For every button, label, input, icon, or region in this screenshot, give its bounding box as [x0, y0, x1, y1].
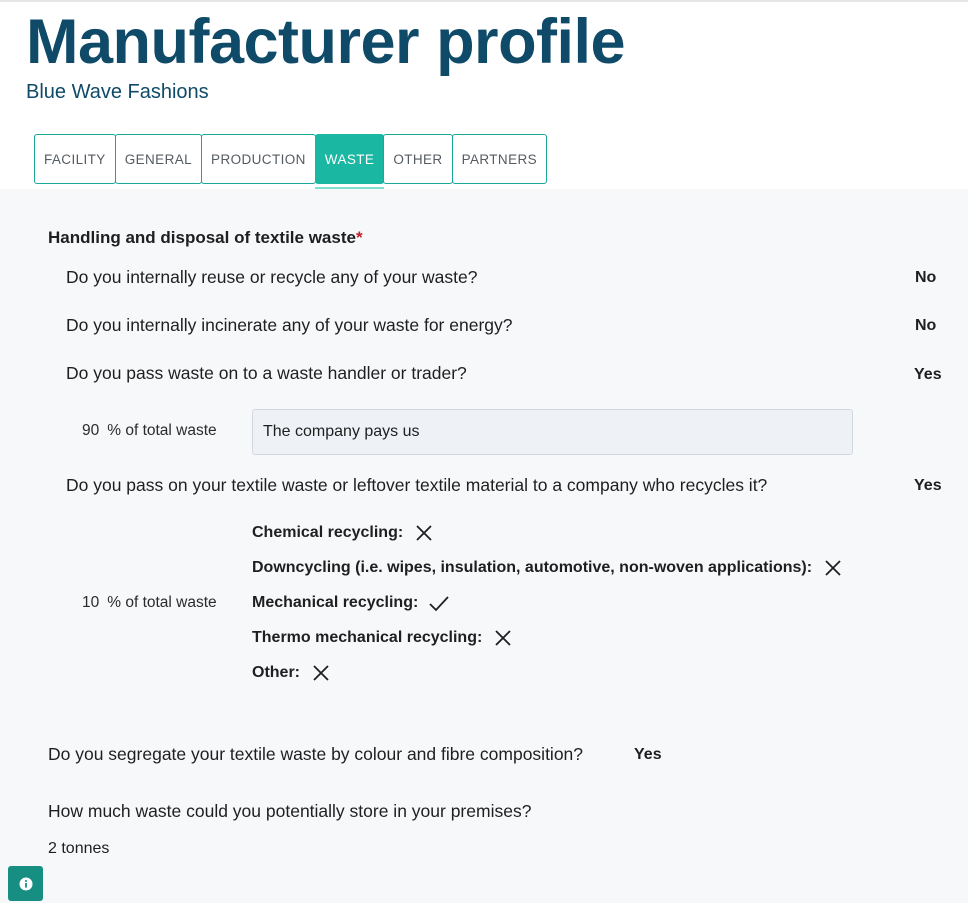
tab-production[interactable]: PRODUCTION	[201, 134, 316, 184]
question-incinerate: Do you internally incinerate any of your waste for energy?	[66, 315, 513, 335]
section-title	[48, 228, 363, 248]
required-marker: *	[355, 228, 363, 247]
handler-percent-value: 90	[82, 422, 100, 439]
option-label: Chemical recycling:	[252, 524, 404, 541]
tab-partners[interactable]: PARTNERS	[452, 134, 547, 184]
tab-waste[interactable]: WASTE	[315, 134, 385, 184]
waste-panel	[0, 189, 968, 903]
option-other	[252, 662, 332, 684]
handler-percent	[82, 422, 217, 440]
handler-percent-label: % of total waste	[107, 422, 217, 439]
recycler-percent	[82, 594, 217, 612]
answer-reuse: No	[915, 269, 937, 286]
manufacturer-name: Blue Wave Fashions	[26, 81, 209, 103]
info-icon	[19, 877, 33, 891]
answer-storage: 2 tonnes	[48, 840, 110, 857]
cross-icon	[310, 662, 332, 684]
page-title: Manufacturer profile	[26, 7, 626, 77]
answer-waste-handler: Yes	[914, 366, 942, 383]
cross-icon	[822, 557, 844, 579]
option-label: Thermo mechanical recycling:	[252, 629, 483, 646]
tab-bar	[34, 134, 546, 184]
handler-payment-field	[252, 409, 853, 455]
handler-payment-value: The company pays us	[263, 423, 420, 440]
top-border	[0, 0, 968, 2]
option-label: Other:	[252, 664, 300, 681]
question-recycler: Do you pass on your textile waste or leftover textile material to a company who recycles it?	[66, 475, 768, 495]
recycler-percent-value: 10	[82, 594, 100, 611]
tab-other[interactable]: OTHER	[383, 134, 452, 184]
answer-incinerate: No	[915, 317, 937, 334]
tab-facility[interactable]: FACILITY	[34, 134, 116, 184]
option-label: Mechanical recycling:	[252, 594, 419, 611]
question-segregate: Do you segregate your textile waste by colour and fibre composition?	[48, 744, 584, 764]
answer-recycler: Yes	[914, 477, 942, 494]
question-storage: How much waste could you potentially store in your premises?	[48, 801, 532, 821]
option-label: Downcycling (i.e. wipes, insulation, automotive, non-woven applications):	[252, 559, 813, 576]
option-chemical-recycling	[252, 522, 435, 544]
option-thermo-mechanical-recycling	[252, 627, 514, 649]
recycler-percent-label: % of total waste	[107, 594, 217, 611]
question-reuse: Do you internally reuse or recycle any of your waste?	[66, 267, 478, 287]
option-downcycling	[252, 557, 844, 579]
cross-icon	[413, 522, 435, 544]
question-waste-handler: Do you pass waste on to a waste handler or trader?	[66, 363, 467, 383]
cross-icon	[492, 627, 514, 649]
answer-segregate: Yes	[634, 746, 662, 763]
section-title-text: Handling and disposal of textile waste	[48, 228, 356, 247]
check-icon	[428, 592, 450, 614]
tab-general[interactable]: GENERAL	[115, 134, 202, 184]
option-mechanical-recycling	[252, 592, 450, 614]
info-button[interactable]	[8, 866, 43, 901]
